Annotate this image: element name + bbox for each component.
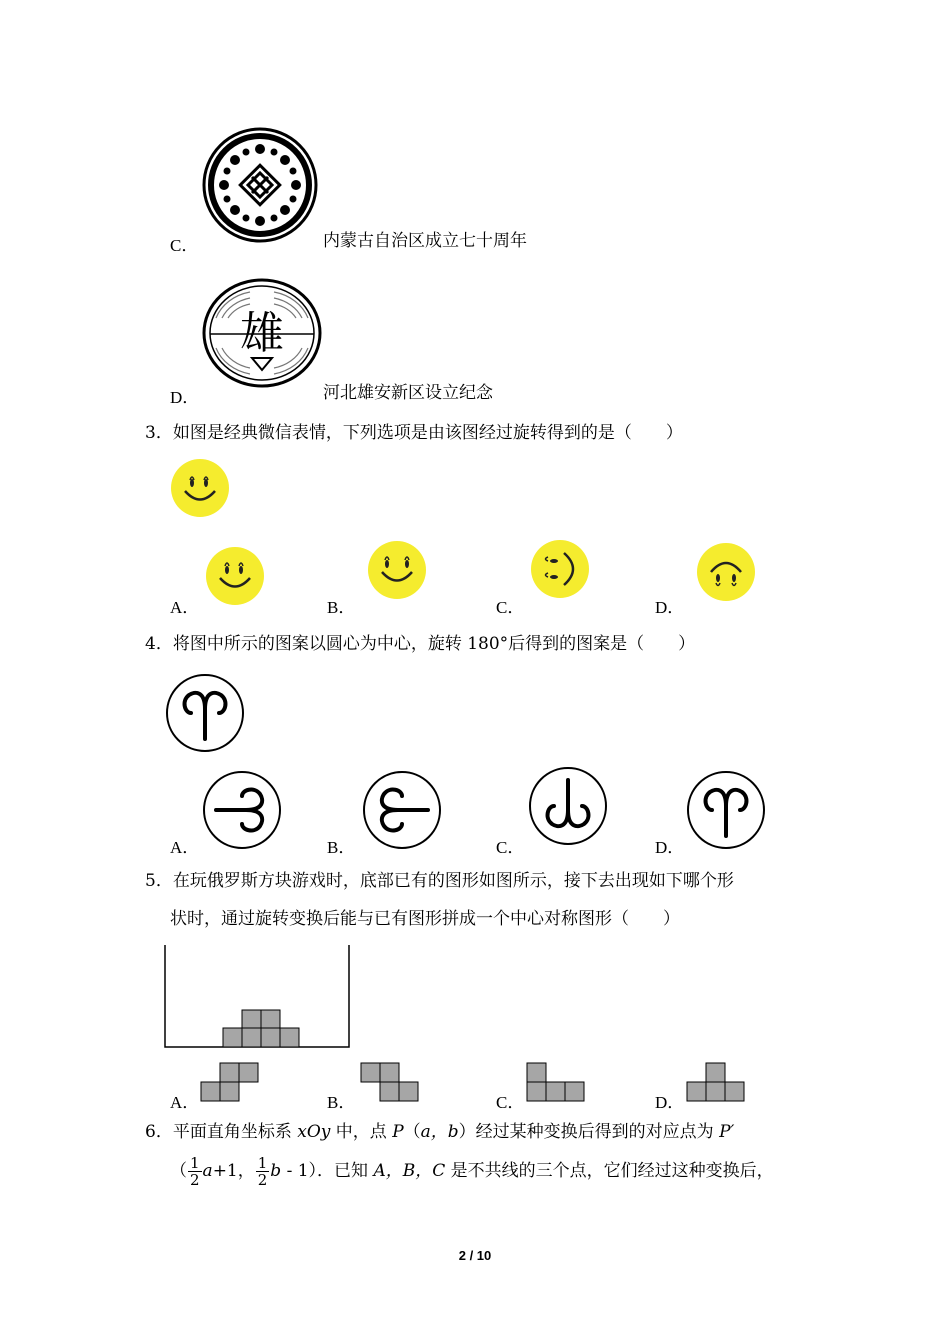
q4-option-c-label[interactable]: C．	[496, 838, 525, 857]
tetris-piece-b[interactable]	[360, 1062, 420, 1102]
fraction-numerator: 1	[190, 1154, 200, 1172]
q5-number: 5．	[145, 871, 173, 891]
q3-number: 3．	[145, 423, 173, 443]
q5-stem-line1	[145, 870, 734, 892]
q5-option-c-label[interactable]: C．	[496, 1093, 525, 1112]
q3-option-d-label[interactable]: D．	[655, 598, 685, 617]
q6-text: - 1）．已知	[281, 1161, 374, 1181]
q3-option-b-label[interactable]: B．	[327, 598, 356, 617]
q4-option-a-label[interactable]: A．	[170, 838, 200, 857]
page-number: 2 / 10	[458, 1248, 492, 1263]
q4-option-b-label[interactable]: B．	[327, 838, 356, 857]
aries-option-a[interactable]	[202, 770, 282, 850]
smiley-option-a[interactable]	[205, 546, 265, 606]
q6-text: ）经过某种变换后得到的对应点为	[458, 1122, 720, 1142]
aries-symbol-original	[165, 673, 245, 753]
q4-stem	[145, 633, 695, 655]
q5-text-line1: 在玩俄罗斯方块游戏时，底部已有的图形如图所示，接下去出现如下哪个形	[172, 871, 734, 891]
q5-option-a-label[interactable]: A．	[170, 1093, 200, 1112]
q2-option-c-label[interactable]: C．	[170, 236, 199, 255]
tetris-piece-a[interactable]	[200, 1062, 260, 1102]
q4-text: 将图中所示的图案以圆心为中心，旋转 180°后得到的图案是（ ）	[172, 634, 696, 654]
q6-fraction-half	[188, 1155, 202, 1188]
q6-fraction-half	[256, 1155, 270, 1188]
q6-number: 6．	[145, 1122, 173, 1142]
q6-text: （	[403, 1122, 421, 1142]
smiley-original	[170, 458, 230, 518]
q3-option-c-label[interactable]: C．	[496, 598, 525, 617]
tetris-well	[164, 945, 352, 1051]
smiley-option-b[interactable]	[367, 540, 427, 600]
fraction-numerator: 1	[257, 1154, 268, 1172]
q3-stem	[145, 422, 683, 444]
q6-stem-line2	[170, 1154, 774, 1188]
q2-option-d-caption: 河北雄安新区设立纪念	[323, 383, 493, 403]
tetris-piece-c[interactable]	[526, 1062, 586, 1102]
q6-text: 是不共线的三个点，它们经过这种变换后，	[445, 1161, 774, 1181]
q5-stem-line2: 状时，通过旋转变换后能与已有图形拼成一个中心对称图形（ ）	[170, 909, 680, 929]
q6-text: 平面直角坐标系	[172, 1122, 298, 1142]
q6-text: +1，	[212, 1161, 255, 1181]
q6-text: 中，点	[330, 1122, 393, 1142]
aries-option-d[interactable]	[686, 770, 766, 850]
q6-var-a: a	[202, 1161, 213, 1181]
q2-option-c-caption: 内蒙古自治区成立七十周年	[323, 231, 527, 251]
q5-option-b-label[interactable]: B．	[327, 1093, 356, 1112]
q6-stem-line1	[145, 1121, 734, 1143]
inner-mongolia-emblem	[202, 127, 318, 243]
smiley-option-d[interactable]	[696, 542, 756, 602]
q2-option-d-label[interactable]: D．	[170, 388, 200, 407]
q6-coord-system: xOy	[297, 1122, 331, 1142]
q6-text: （	[170, 1161, 187, 1181]
xiongan-logo-char: 雄	[240, 308, 284, 359]
aries-option-c[interactable]	[528, 766, 608, 846]
smiley-option-c[interactable]	[530, 539, 590, 599]
q6-point-p-prime: P′	[719, 1122, 735, 1142]
q6-var-b: b	[270, 1161, 282, 1181]
q6-point-coords: a，b	[420, 1122, 459, 1142]
q6-point-p: P	[392, 1122, 404, 1142]
xiongan-emblem	[202, 278, 322, 388]
tetris-piece-d[interactable]	[686, 1062, 746, 1102]
fraction-denominator: 2	[257, 1171, 268, 1189]
q4-option-d-label[interactable]: D．	[655, 838, 685, 857]
q5-option-d-label[interactable]: D．	[655, 1093, 685, 1112]
fraction-denominator: 2	[190, 1171, 200, 1189]
q4-number: 4．	[145, 634, 173, 654]
q6-points-abc: A，B，C	[373, 1161, 446, 1181]
q3-option-a-label[interactable]: A．	[170, 598, 200, 617]
aries-option-b[interactable]	[362, 770, 442, 850]
q3-text: 如图是经典微信表情，下列选项是由该图经过旋转得到的是（ ）	[172, 423, 683, 443]
